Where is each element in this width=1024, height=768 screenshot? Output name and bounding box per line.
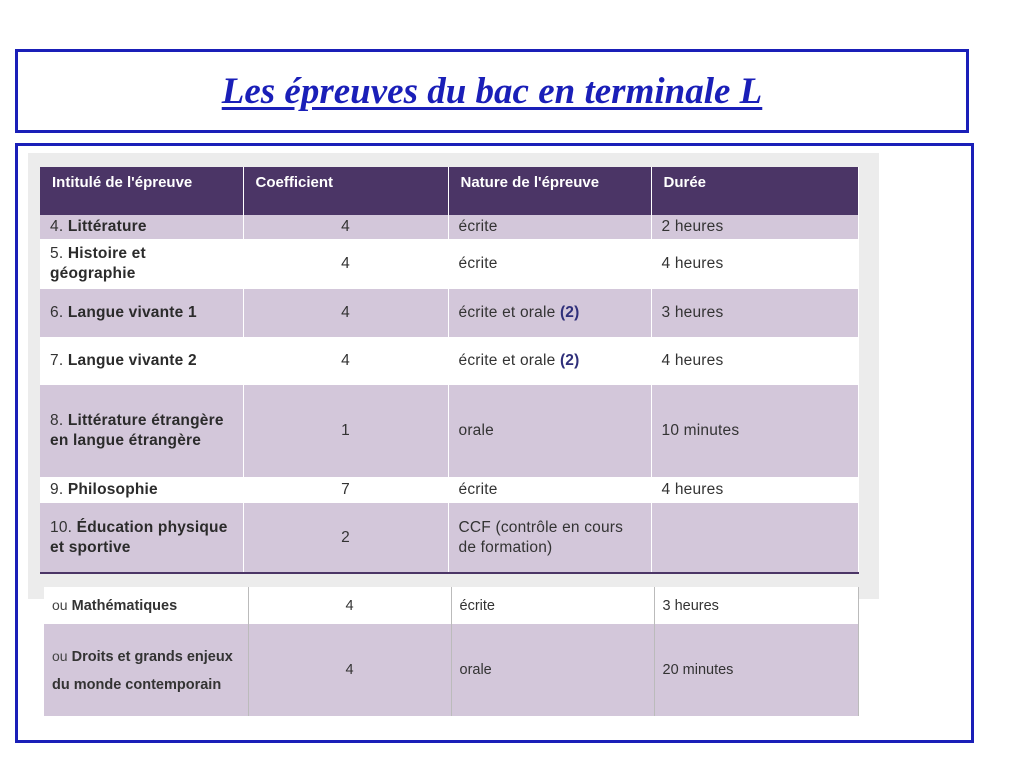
cell-intitule: 4. Littérature <box>40 215 243 239</box>
cell-coefficient: 7 <box>243 477 448 503</box>
cell-coefficient: 2 <box>243 503 448 573</box>
table-row <box>40 239 858 289</box>
header-coefficient: Coefficient <box>243 167 448 215</box>
cell-intitule: 8. Littérature étrangère en langue étrangère <box>40 385 243 477</box>
page-title: Les épreuves du bac en terminale L <box>221 70 763 112</box>
header-nature: Nature de l'épreuve <box>448 167 651 215</box>
header-intitule: Intitulé de l'épreuve <box>40 167 243 215</box>
cell-intitule: ou Droits et grands enjeux du monde contemporain <box>44 624 248 716</box>
cell-nature: écrite <box>451 587 654 624</box>
table-row <box>40 337 858 385</box>
cell-duree: 4 heures <box>651 239 858 289</box>
cell-coefficient: 4 <box>248 624 451 716</box>
cell-coefficient: 4 <box>243 215 448 239</box>
table-row <box>40 385 858 477</box>
table-row <box>40 289 858 337</box>
header-duree: Durée <box>651 167 858 215</box>
cell-nature: écrite <box>448 239 651 289</box>
cell-intitule: 9. Philosophie <box>40 477 243 503</box>
cell-nature: écrite et orale (2) <box>448 337 651 385</box>
table-row <box>44 587 858 624</box>
cell-duree: 4 heures <box>651 477 858 503</box>
cell-coefficient: 1 <box>243 385 448 477</box>
cell-intitule: 10. Éducation physique et sportive <box>40 503 243 573</box>
cell-duree: 20 minutes <box>654 624 858 716</box>
cell-coefficient: 4 <box>243 337 448 385</box>
cell-nature: écrite et orale (2) <box>448 289 651 337</box>
title-box <box>15 49 969 133</box>
cell-duree: 3 heures <box>651 289 858 337</box>
cell-duree <box>651 503 858 573</box>
cell-coefficient: 4 <box>243 289 448 337</box>
cell-coefficient: 4 <box>248 587 451 624</box>
cell-duree: 10 minutes <box>651 385 858 477</box>
cell-nature: orale <box>451 624 654 716</box>
cell-nature: CCF (contrôle en cours de formation) <box>448 503 651 573</box>
table-row <box>40 215 858 239</box>
cell-nature: écrite <box>448 215 651 239</box>
table-row <box>40 477 858 503</box>
cell-duree: 4 heures <box>651 337 858 385</box>
cell-duree: 3 heures <box>654 587 858 624</box>
table-header-row <box>40 167 858 215</box>
cell-coefficient: 4 <box>243 239 448 289</box>
cell-intitule: 7. Langue vivante 2 <box>40 337 243 385</box>
table-row <box>44 624 858 716</box>
cell-intitule: 6. Langue vivante 1 <box>40 289 243 337</box>
cell-intitule: 5. Histoire et géographie <box>40 239 243 289</box>
exams-table <box>40 167 859 574</box>
cell-nature: orale <box>448 385 651 477</box>
cell-duree: 2 heures <box>651 215 858 239</box>
cell-nature: écrite <box>448 477 651 503</box>
cell-intitule: ou Mathématiques <box>44 587 248 624</box>
optional-exams-table <box>44 587 859 716</box>
table-row <box>40 503 858 573</box>
